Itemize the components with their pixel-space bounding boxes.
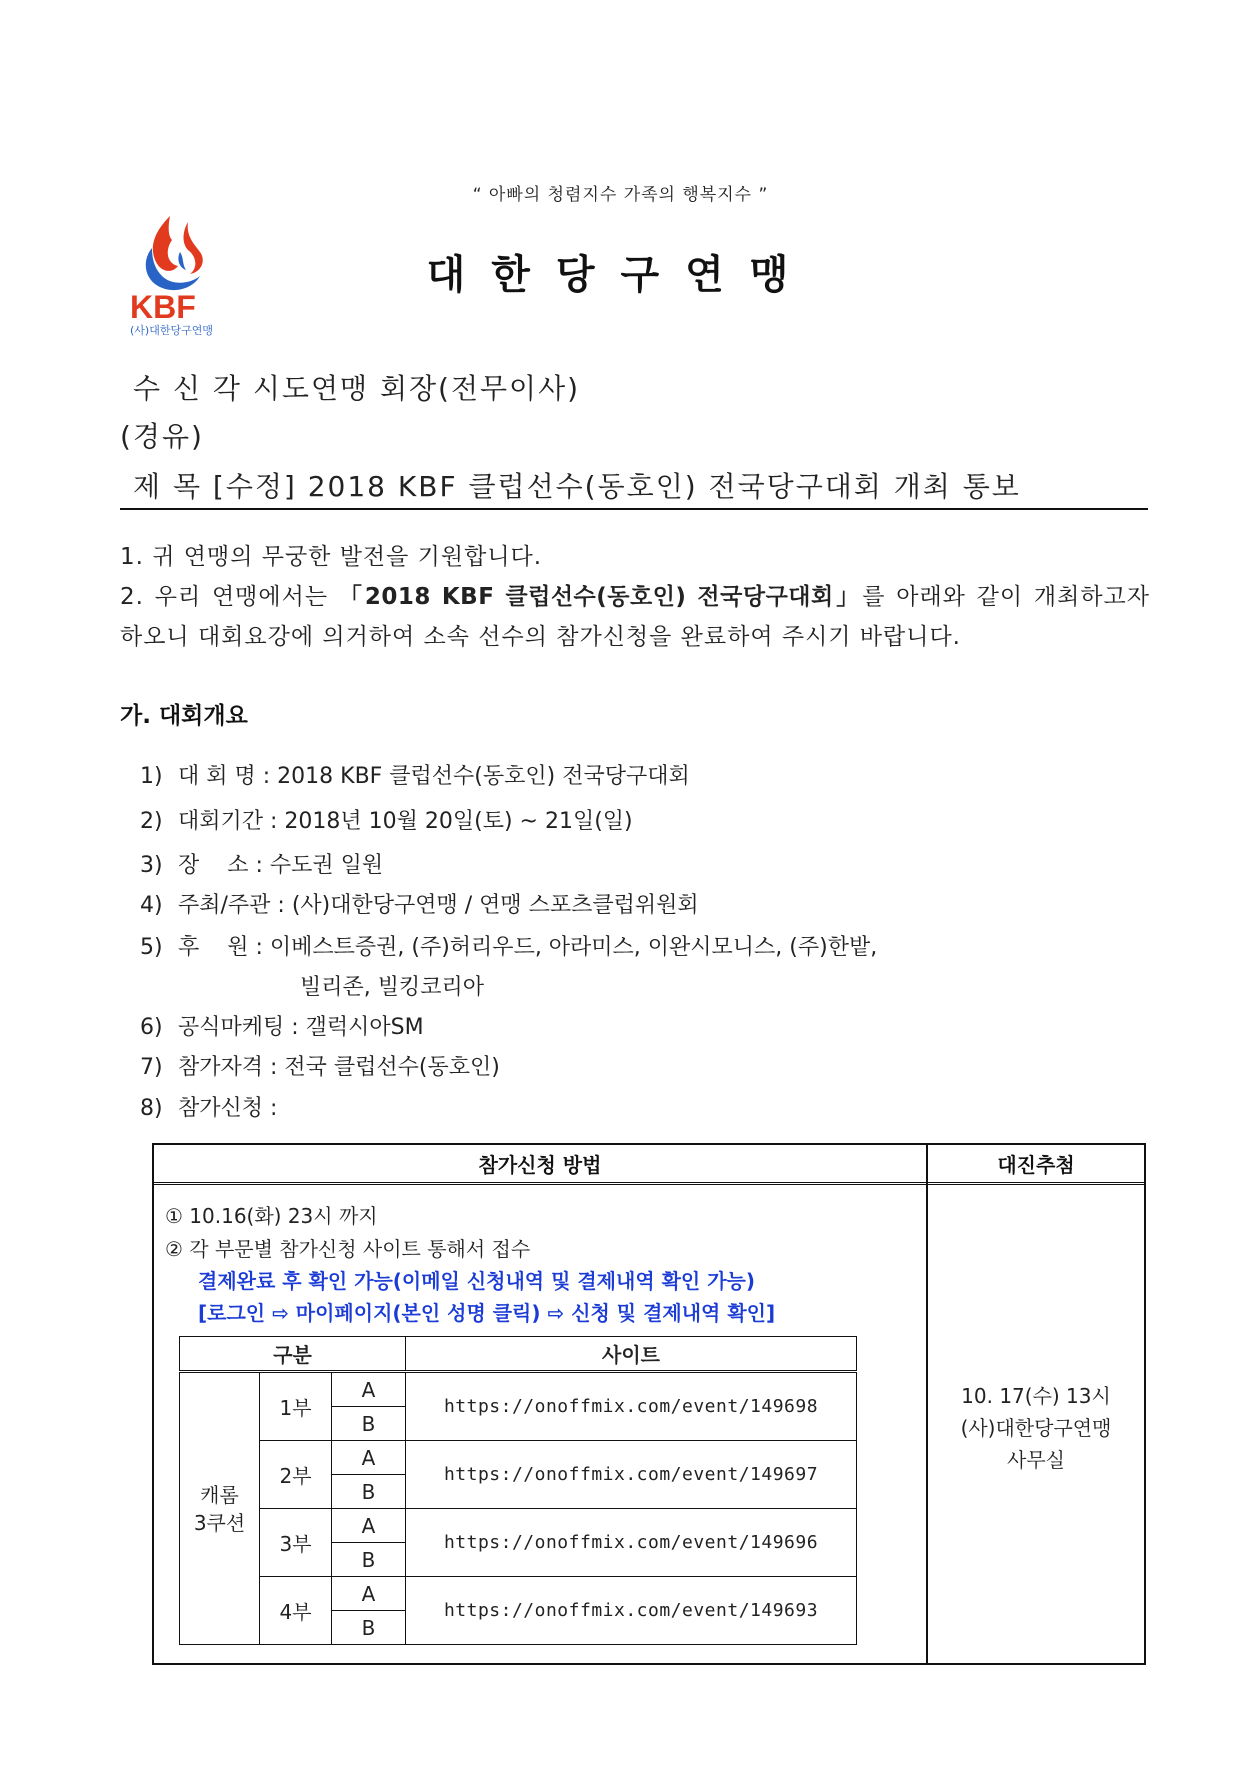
registration-link[interactable]: https://onoffmix.com/event/149696 <box>406 1509 857 1577</box>
table-row <box>180 1509 857 1543</box>
table-row <box>180 1372 857 1407</box>
item-key: 후 원 <box>178 935 249 960</box>
method-site: ② 각 부문별 참가신청 사이트 통해서 접수 <box>165 1237 531 1261</box>
payment-note: 결제완료 후 확인 가능(이메일 신청내역 및 결제내역 확인 가능) <box>198 1269 755 1293</box>
registration-link[interactable]: https://onoffmix.com/event/149697 <box>406 1441 857 1509</box>
item-value: : 갤럭시아SM <box>291 1015 424 1040</box>
item-value: : <box>270 1096 278 1121</box>
division-cell: 3부 <box>260 1509 332 1577</box>
group-a: A <box>332 1441 406 1475</box>
item-key: 참가신청 <box>178 1096 264 1121</box>
item-value: : 전국 클럽선수(동호인) <box>270 1055 500 1080</box>
via-line: (경유) <box>120 420 204 453</box>
division-cell: 4부 <box>260 1577 332 1645</box>
paragraph-2-lead: 2. 우리 연맹에서는 <box>120 584 339 610</box>
table-row <box>180 1577 857 1611</box>
site-header: 사이트 <box>406 1337 857 1372</box>
paragraph-2 <box>120 577 1150 657</box>
outline-item <box>140 891 699 921</box>
method-deadline: ① 10.16(화) 23시 까지 <box>165 1204 378 1228</box>
draw-info <box>928 1380 1144 1476</box>
site-table <box>179 1336 857 1645</box>
group-a: A <box>332 1372 406 1407</box>
draw-place: 사무실 <box>1007 1448 1065 1472</box>
item-value: : (사)대한당구연맹 / 연맹 스포츠클럽위원회 <box>277 893 699 918</box>
item-value: : 수도권 일원 <box>255 853 384 878</box>
item-number: 6) <box>140 1015 163 1040</box>
group-b: B <box>332 1611 406 1645</box>
outline-item <box>140 762 690 792</box>
organization-title: 대한당구연맹 <box>426 251 815 298</box>
item-number: 3) <box>140 853 163 878</box>
motto: “ 아빠의 청렴지수 가족의 행복지수 ” <box>472 185 769 205</box>
paragraph-1: 1. 귀 연맹의 무궁한 발전을 기원합니다. <box>120 544 543 570</box>
draw-datetime: 10. 17(수) 13시 <box>961 1384 1111 1408</box>
category-cell <box>180 1372 260 1645</box>
registration-link[interactable]: https://onoffmix.com/event/149693 <box>406 1577 857 1645</box>
division-cell: 2부 <box>260 1441 332 1509</box>
group-b: B <box>332 1407 406 1441</box>
draw-organization: (사)대한당구연맹 <box>960 1416 1112 1440</box>
outline-item <box>140 933 877 963</box>
login-path-note: [로그인 ⇨ 마이페이지(본인 성명 클릭) ⇨ 신청 및 결제내역 확인] <box>198 1301 776 1325</box>
outline-item <box>140 851 383 881</box>
item-value: : 이베스트증권, (주)허리우드, 아라미스, 이완시모니스, (주)한밭, <box>255 935 878 960</box>
item-key: 대회기간 <box>178 809 264 834</box>
section-title: 가. 대회개요 <box>120 703 248 729</box>
item-value: : 2018년 10월 20일(토) ~ 21일(일) <box>270 809 633 834</box>
group-b: B <box>332 1475 406 1509</box>
group-a: A <box>332 1577 406 1611</box>
category-header: 구분 <box>180 1337 406 1372</box>
item-number: 4) <box>140 893 163 918</box>
item-value: : 2018 KBF 클럽선수(동호인) 전국당구대회 <box>262 764 690 789</box>
item-number: 1) <box>140 764 163 789</box>
method-header: 참가신청 방법 <box>478 1153 602 1177</box>
svg-text:KBF: KBF <box>130 289 196 325</box>
group-b: B <box>332 1543 406 1577</box>
outline-item <box>140 1013 424 1043</box>
subject-line: 제 목 [수정] 2018 KBF 클럽선수(동호인) 전국당구대회 개최 통보 <box>133 470 1021 503</box>
recipient-line: 수 신 각 시도연맹 회장(전무이사) <box>133 372 581 405</box>
outline-item-continuation: 빌리존, 빌킹코리아 <box>300 975 485 1000</box>
site-table-header-row <box>180 1337 857 1372</box>
event-name-bold: 「2018 KBF 클럽선수(동호인) 전국당구대회」 <box>338 584 863 610</box>
outline-item <box>140 1053 500 1083</box>
outline-item <box>140 1094 277 1124</box>
registration-link[interactable]: https://onoffmix.com/event/149698 <box>406 1372 857 1441</box>
item-key: 주최/주관 <box>178 893 271 918</box>
item-key: 참가자격 <box>178 1055 264 1080</box>
item-number: 2) <box>140 809 163 834</box>
item-number: 5) <box>140 935 163 960</box>
outline-item <box>140 807 633 837</box>
svg-text:(사)대한당구연맹: (사)대한당구연맹 <box>130 324 213 337</box>
draw-header: 대진추첨 <box>997 1153 1075 1177</box>
item-number: 8) <box>140 1096 163 1121</box>
header-divider <box>120 508 1148 510</box>
division-cell: 1부 <box>260 1372 332 1441</box>
item-number: 7) <box>140 1055 163 1080</box>
group-a: A <box>332 1509 406 1543</box>
item-key: 공식마케팅 <box>178 1015 285 1040</box>
table-row <box>180 1441 857 1475</box>
item-key: 대 회 명 <box>178 764 256 789</box>
item-key: 장 소 <box>178 853 249 878</box>
category-label: 캐롬 3쿠션 <box>193 1482 246 1535</box>
paragraph-2-rest: 를 아래와 같이 개최하고자 하오니 대회요강에 의거하여 소속 선수의 참가신청을 완료하여 주시기 바랍니다. <box>120 584 1150 650</box>
